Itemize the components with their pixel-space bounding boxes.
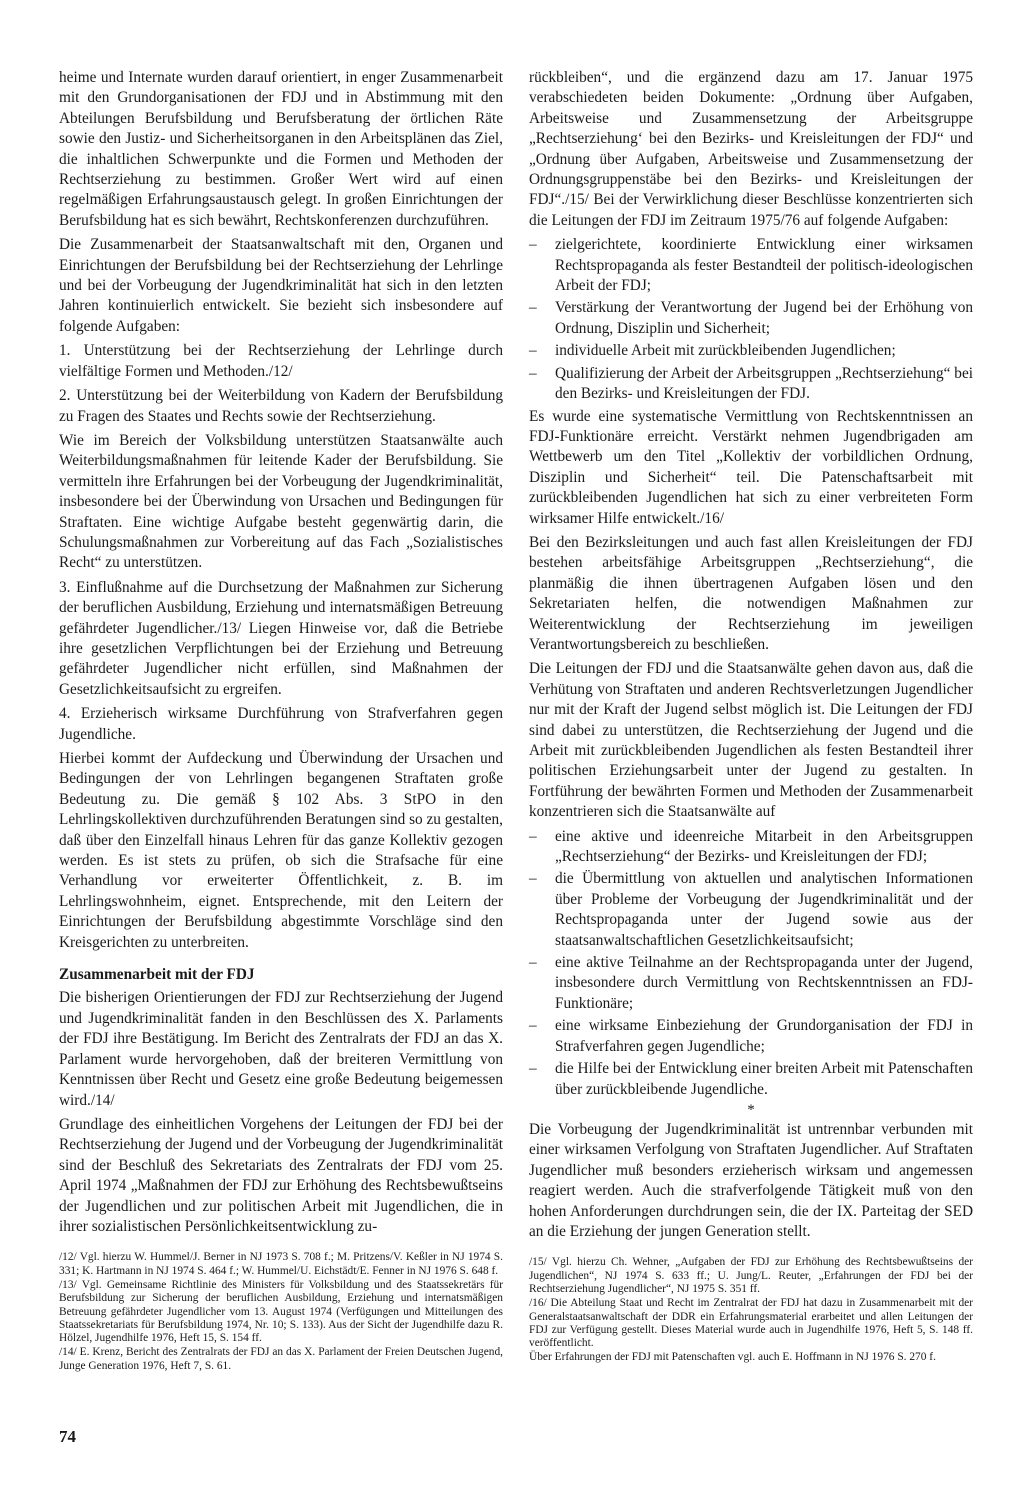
list-item-text: die Übermittlung von aktuellen und analytischen Informationen über Probleme der Vorbeugung der Jugendkriminalität und der Rechtspropaganda unter der Jugend sowie aus der staatsanwaltschaftlichen Gesetzlichkeitsaufsicht; [555, 870, 973, 949]
bullet-list [529, 235, 973, 404]
list-item [529, 1016, 973, 1057]
list-item-text: eine aktive und ideenreiche Mitarbeit in den Arbeitsgruppen „Rechtserziehung“ der Bezirks- und Kreisleitungen der FDJ; [555, 827, 973, 866]
section-separator: * [747, 1101, 755, 1118]
numbered-item: 1. Unterstützung bei der Rechtserziehung der Lehrlinge durch vielfältige Formen und Methoden./12/ [59, 342, 503, 380]
list-item [529, 1059, 973, 1100]
list-item-text: zielgerichtete, koordinierte Entwicklung einer wirksamen Rechtspropaganda als fester Bestandteil der politisch-ideologischen Arbeit der FDJ; [555, 236, 973, 295]
list-item [529, 827, 973, 868]
list-item-text: individuelle Arbeit mit zurückbleibenden Jugendlichen; [555, 342, 896, 360]
dash-glyph: – [529, 236, 537, 254]
numbered-item: 4. Erzieherisch wirksame Durchführung von Strafverfahren gegen Jugendliche. [59, 705, 503, 743]
list-item-text: die Hilfe bei der Entwicklung einer breiten Arbeit mit Patenschaften über zurückbleibende Jugendliche. [555, 1060, 973, 1098]
list-item [529, 341, 973, 361]
footnote: /12/ Vgl. hierzu W. Hummel/J. Berner in NJ 1973 S. 708 f.; M. Pritzens/V. Keßler in NJ 1974 S. 331; K. Hartmann in NJ 1974 S. 464 f.; W. Hummel/U. Eichstädt/E. Fenner in NJ 1976 S. 648 f. [59, 1251, 503, 1277]
numbered-item: 2. Unterstützung bei der Weiterbildung von Kadern der Berufsbildung zu Fragen des Staates und Rechts sowie der Rechtserziehung. [59, 387, 503, 425]
dash-glyph: – [529, 1060, 537, 1078]
paragraph: Die bisherigen Orientierungen der FDJ zur Rechtserziehung der Jugend und Jugendkriminalität fanden in den Beschlüssen des X. Parlaments der FDJ ihre Bestätigung. Im Bericht des Zentralrats der FDJ an das X. Parlament wurde hervorgehoben, daß der breiteren Vermittlung von Kenntnissen über Recht und Gesetz eine große Bedeutung beigemessen wird./14/ [59, 989, 503, 1109]
footnote: /13/ Vgl. Gemeinsame Richtlinie des Ministers für Volksbildung und des Staatssekretärs für Berufsbildung zur Sicherung der beruflichen Ausbildung, Erziehung und internatsmäßigen Betreuung gefährdeter Jugendlicher vom 13. August 1974 (Verfügungen und Mitteilungen des Staatssekretariats für Berufsbildung 1974, Nr. 10; S. 133). Aus der Sicht der Jugendhilfe dazu R. Hölzel, Jugendhilfe 1976, Heft 15, S. 154 ff. [59, 1278, 503, 1345]
paragraph: Die Vorbeugung der Jugendkriminalität ist untrennbar verbunden mit einer wirksamen Verfolgung von Straftaten Jugendlicher. Auf Straftaten Jugendlicher muß besonders erzieherisch wirksam und angemessen reagiert werden. Auch die strafverfolgende Tätigkeit muß von den hohen Anforderungen durchdrungen sein, die der IX. Parteitag der SED an die Erziehung der jungen Generation stellt. [529, 1120, 973, 1240]
paragraph: Wie im Bereich der Volksbildung unterstützen Staatsanwälte auch Weiterbildungsmaßnahmen für leitende Kader der Berufsbildung. Sie vermitteln ihre Erfahrungen bei der Vorbeugung der Jugendkriminalität, insbesondere bei der Überwindung von Ursachen und Bedingungen für Straftaten. Eine wichtige Aufgabe besteht gegenwärtig darin, die Schulungsmaßnahmen zur Vorbereitung auf das Fach „Sozialistisches Recht“ zu unterstützen. [59, 431, 503, 572]
bullet-list [529, 827, 973, 1100]
footnotes [529, 1256, 973, 1364]
dash-glyph: – [529, 870, 537, 888]
list-item [529, 364, 973, 405]
dash-glyph: – [529, 299, 537, 317]
dash-glyph: – [529, 342, 537, 360]
dash-glyph: – [529, 1017, 537, 1035]
footnotes [59, 1251, 503, 1373]
list-item-text: Verstärkung der Verantwortung der Jugend bei der Erhöhung von Ordnung, Disziplin und Sicherheit; [555, 299, 973, 337]
footnote: /16/ Die Abteilung Staat und Recht im Zentralrat der FDJ hat dazu in Zusammenarbeit mit der Generalstaatsanwaltschaft der DDR ein Erfahrungsmaterial erarbeitet und allen Leitungen der FDJ zur Verfügung gestellt. Dieses Material wurde auch in Jugendhilfe 1976, Heft 5, S. 148 ff. veröffentlicht. [529, 1297, 973, 1350]
paragraph: Es wurde eine systematische Vermittlung von Rechtskenntnissen an FDJ-Funktionäre erreicht. Verstärkt nehmen Jugendbrigaden am Wettbewerb um den Titel „Kollektiv der vorbildlichen Ordnung, Disziplin und Sicherheit“ teil. Die Patenschaftsarbeit mit zurückbleibenden Jugendlichen hat sich zu einer verbreiteten Form wirksamer Hilfe entwickelt./16/ [529, 407, 973, 527]
list-item-text: eine aktive Teilnahme an der Rechtspropaganda unter der Jugend, insbesondere durch Vermittlung von Rechtskenntnissen an FDJ-Funktionäre; [555, 954, 973, 1012]
paragraph: heime und Internate wurden darauf orientiert, in enger Zusammenarbeit mit den Grundorganisationen der FDJ und in Abstimmung mit den Abteilungen Berufsbildung und Berufsberatung der örtlichen Räte sowie den Justiz- und Sicherheitsorganen in den Arbeitsplänen das Ziel, die inhaltlichen Schwerpunkte und die Formen und Methoden der Rechtserziehung zu bestimmen. Großer Wert wird auf einen regelmäßigen Erfahrungsaustausch gelegt. In großen Einrichtungen der Berufsbildung hat es sich bewährt, Rechtskonferenzen durchzuführen. [59, 69, 503, 229]
numbered-item: 3. Einflußnahme auf die Durchsetzung der Maßnahmen zur Sicherung der beruflichen Ausbildung, Erziehung und internatsmäßigen Betreuung gefährdeter Jugendlicher./13/ Liegen Hinweise vor, daß die Betriebe ihre gesetzlichen Verpflichtungen bei der Erziehung und Betreuung gefährdeter Jugendlicher nicht erfüllen, sind Maßnahmen der Gesetzlichkeitsaufsicht zu ergreifen. [59, 578, 503, 698]
dash-glyph: – [529, 827, 537, 845]
right-column [529, 68, 973, 1366]
paragraph: Grundlage des einheitlichen Vorgehens der Leitungen der FDJ bei der Rechtserziehung der Jugend und der Vorbeugung der Jugendkriminalität sind der Beschluß des Sekretariats des Zentralrats der FDJ vom 25. April 1974 „Maßnahmen der FDJ zur Erhöhung des Rechtsbewußtseins der Jugendlichen und zur politischen Arbeit mit Jugendlichen, die in ihrer sozialistischen Persönlichkeitsentwicklung zu- [59, 1115, 503, 1235]
list-item [529, 869, 973, 951]
section-heading: Zusammenarbeit mit der FDJ [59, 966, 255, 984]
list-item [529, 298, 973, 339]
paragraph: rückbleiben“, und die ergänzend dazu am 17. Januar 1975 verabschiedeten beiden Dokumente: „Ordnung über Aufgaben, Arbeitsweise und Zusammensetzung der Arbeitsgruppe „Rechtserziehung‘ bei den Bezirks- und Kreisleitungen der FDJ“ und „Ordnung über Aufgaben, Arbeitsweise und Zusammensetzung der Ordnungsgruppenstäbe bei den Bezirks- und Kreisleitungen der FDJ“./15/ Bei der Verwirklichung dieser Beschlüsse konzentrierten sich die Leitungen der FDJ im Zeitraum 1975/76 auf folgende Aufgaben: [529, 69, 973, 229]
list-item [529, 235, 973, 296]
paragraph: Hierbei kommt der Aufdeckung und Überwindung der Ursachen und Bedingungen der von Lehrlingen begangenen Straftaten große Bedeutung zu. Die gemäß § 102 Abs. 3 StPO in den Lehrlingskollektiven durchzuführenden Beratungen sind so zu gestalten, daß über den Einzelfall hinaus Lehren für das ganze Kollektiv gezogen werden. Es ist stets zu prüfen, ob sich die Strafsache für eine Verhandlung vor erweiterter Öffentlichkeit, z. B. im Lehrlingswohnheim, eignet. Entsprechende, mit den Leitern der Einrichtungen der Berufsbildung abgestimmte Vorschläge sind den Kreisgerichten zu unterbreiten. [59, 750, 503, 951]
dash-glyph: – [529, 954, 537, 972]
footnote: /14/ E. Krenz, Bericht des Zentralrats der FDJ an das X. Parlament der Freien Deutschen Jugend, Junge Generation 1976, Heft 7, S. 61. [59, 1346, 503, 1372]
list-item-text: Qualifizierung der Arbeit der Arbeitsgruppen „Rechtserziehung“ bei den Bezirks- und Kreisleitungen der FDJ. [555, 364, 973, 403]
list-item-text: eine wirksame Einbeziehung der Grundorganisation der FDJ in Strafverfahren gegen Jugendliche; [555, 1017, 973, 1055]
paragraph: Bei den Bezirksleitungen und auch fast allen Kreisleitungen der FDJ bestehen arbeitsfähige Arbeitsgruppen „Rechtserziehung“, die planmäßig die ihnen übertragenen Aufgaben lösen und den Sekretariaten helfen, die notwendigen Maßnahmen zur Weiterentwicklung der Rechtserziehung im jeweiligen Verantwortungsbereich zu beschließen. [529, 533, 973, 653]
page-number: 74 [59, 1427, 76, 1446]
dash-glyph: – [529, 364, 537, 382]
footnote: /15/ Vgl. hierzu Ch. Wehner, „Aufgaben der FDJ zur Erhöhung des Rechtsbewußtseins der Jugendlichen“, NJ 1974 S. 633 ff.; U. Jung/L. Reuter, „Erfahrungen der FDJ bei der Rechtserziehung Jugendlicher“, NJ 1975 S. 351 ff. [529, 1256, 973, 1295]
left-column [59, 68, 503, 1374]
footnote: Über Erfahrungen der FDJ mit Patenschaften vgl. auch E. Hoffmann in NJ 1976 S. 270 f. [529, 1351, 936, 1364]
paragraph: Die Zusammenarbeit der Staatsanwaltschaft mit den, Organen und Einrichtungen der Berufsbildung bei der Rechtserziehung der Lehrlinge und bei der Vorbeugung der Jugendkriminalität hat sich in den letzten Jahren kontinuierlich entwickelt. Sie bezieht sich insbesondere auf folgende Aufgaben: [59, 236, 503, 335]
list-item [529, 953, 973, 1014]
paragraph: Die Leitungen der FDJ und die Staatsanwälte gehen davon aus, daß die Verhütung von Straftaten und anderen Rechtsverletzungen Jugendlicher nur mit der Kraft der Jugend selbst möglich ist. Die Leitungen der FDJ sind dabei zu unterstützen, die Rechtserziehung der Jugend und die Arbeit mit zurückbleibenden Jugendlichen als festen Bestandteil ihrer politischen Erziehungsarbeit unter der Jugend zu gestalten. In Fortführung der bewährten Formen und Methoden der Zusammenarbeit konzentrieren sich die Staatsanwälte auf [529, 660, 973, 821]
